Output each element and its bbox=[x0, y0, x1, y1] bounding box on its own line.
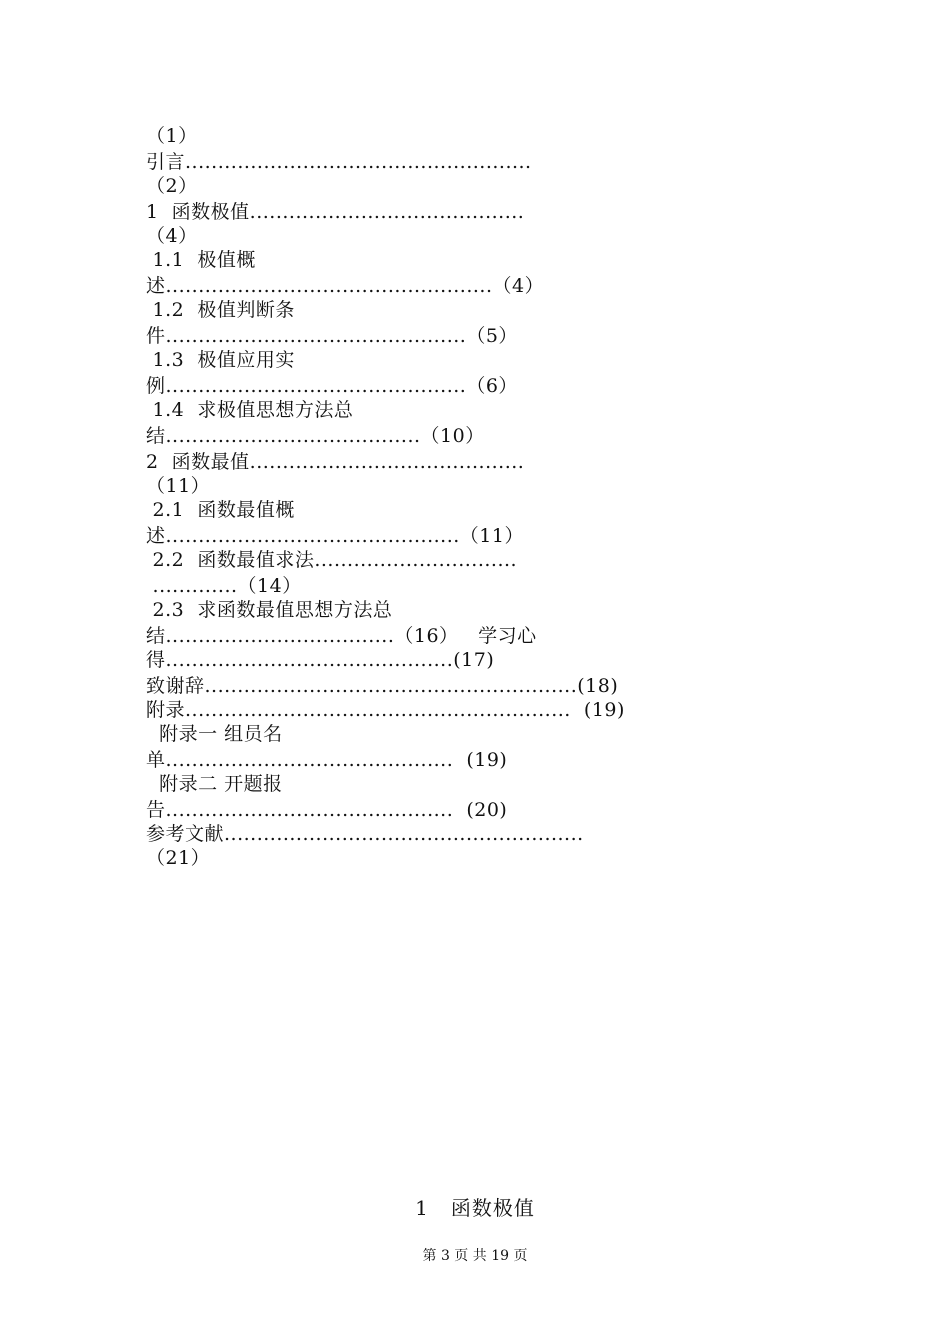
toc-line: 1 函数极值.......................................... bbox=[146, 201, 525, 223]
toc-line: 1.1 极值概 bbox=[146, 249, 256, 271]
toc-line: 附录........................................................... (19) bbox=[146, 699, 625, 721]
toc-line: 2.1 函数最值概 bbox=[146, 499, 295, 521]
toc-line: 附录一 组员名 bbox=[146, 723, 283, 745]
toc-line: （21） bbox=[146, 847, 211, 869]
toc-line: 附录二 开题报 bbox=[146, 773, 283, 795]
toc-line: 引言..................................................... bbox=[146, 151, 532, 173]
toc-line: 2.3 求函数最值思想方法总 bbox=[146, 599, 393, 621]
toc-line: 件..............................................（5） bbox=[146, 325, 518, 347]
toc-line: 述.............................................（11） bbox=[146, 525, 524, 547]
toc-line: 参考文献....................................................... bbox=[146, 823, 584, 845]
toc-line: 2.2 函数最值求法............................... bbox=[146, 549, 518, 571]
toc-line: （2） bbox=[146, 175, 198, 197]
toc-line: 1.2 极值判断条 bbox=[146, 299, 295, 321]
toc-line: （11） bbox=[146, 475, 211, 497]
toc-line: 结...................................（16） 学习心 bbox=[146, 625, 537, 647]
toc-line: 得............................................(17) bbox=[146, 649, 495, 671]
toc-line: （4） bbox=[146, 225, 198, 247]
toc-line: 单............................................ (19) bbox=[146, 749, 508, 771]
section-heading: 1 函数极值 bbox=[415, 1196, 535, 1220]
toc-line: 致谢辞.........................................................(18) bbox=[146, 675, 619, 697]
toc-line: 1.4 求极值思想方法总 bbox=[146, 399, 354, 421]
toc-line: 述..................................................（4） bbox=[146, 275, 545, 297]
toc-line: 2 函数最值.......................................... bbox=[146, 451, 525, 473]
toc-line: .............（14） bbox=[146, 575, 302, 597]
page-footer: 第 3 页 共 19 页 bbox=[422, 1248, 528, 1264]
toc-line: 结.......................................（10） bbox=[146, 425, 485, 447]
toc-line: 例..............................................（6） bbox=[146, 375, 518, 397]
toc-line: （1） bbox=[146, 125, 198, 147]
toc-line: 告............................................ (20) bbox=[146, 799, 508, 821]
toc-line: 1.3 极值应用实 bbox=[146, 349, 295, 371]
